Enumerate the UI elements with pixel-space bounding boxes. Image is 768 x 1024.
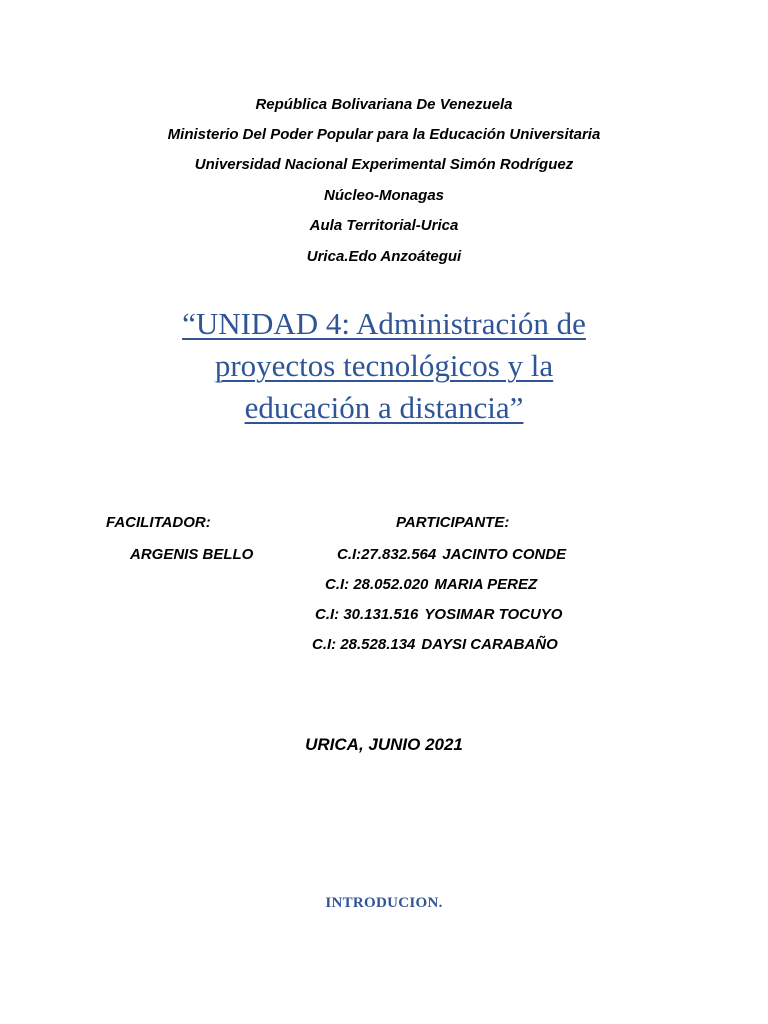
header-line-republic: República Bolivariana De Venezuela	[255, 96, 513, 113]
participant-ci: C.I: 28.052.020	[325, 576, 429, 593]
header-line-nucleus: Núcleo-Monagas	[323, 187, 444, 204]
participant-name: MARIA PEREZ	[434, 576, 538, 593]
header-line-ministry: Ministerio Del Poder Popular para la Educación Universitaria	[167, 126, 601, 143]
title-line-3: educación a distancia”	[244, 390, 524, 425]
participant-name: DAYSI CARABAÑO	[421, 636, 558, 653]
document-title	[0, 303, 768, 429]
participant-name: JACINTO CONDE	[442, 546, 567, 563]
participant-row	[325, 575, 537, 595]
participant-ci: C.I: 30.131.516	[315, 606, 419, 623]
participant-name: YOSIMAR TOCUYO	[424, 606, 563, 623]
participant-label: PARTICIPANTE:	[396, 514, 510, 531]
participant-ci: C.I:27.832.564	[337, 546, 437, 563]
title-line-2: proyectos tecnológicos y la	[214, 348, 554, 383]
title-line-1: “UNIDAD 4: Administración de	[182, 306, 586, 341]
participant-ci: C.I: 28.528.134	[312, 636, 416, 653]
facilitator-label: FACILITADOR:	[106, 514, 211, 531]
participant-row	[315, 605, 562, 625]
participant-row	[312, 635, 558, 655]
place-date: URICA, JUNIO 2021	[305, 735, 463, 754]
participant-row	[337, 545, 566, 565]
header-line-classroom: Aula Territorial-Urica	[309, 217, 459, 234]
header-line-university: Universidad Nacional Experimental Simón Rodríguez	[194, 156, 574, 173]
section-heading-introduction: INTRODUCION.	[325, 895, 443, 911]
header-line-location: Urica.Edo Anzoátegui	[306, 248, 462, 265]
facilitator-name: ARGENIS BELLO	[130, 546, 254, 563]
